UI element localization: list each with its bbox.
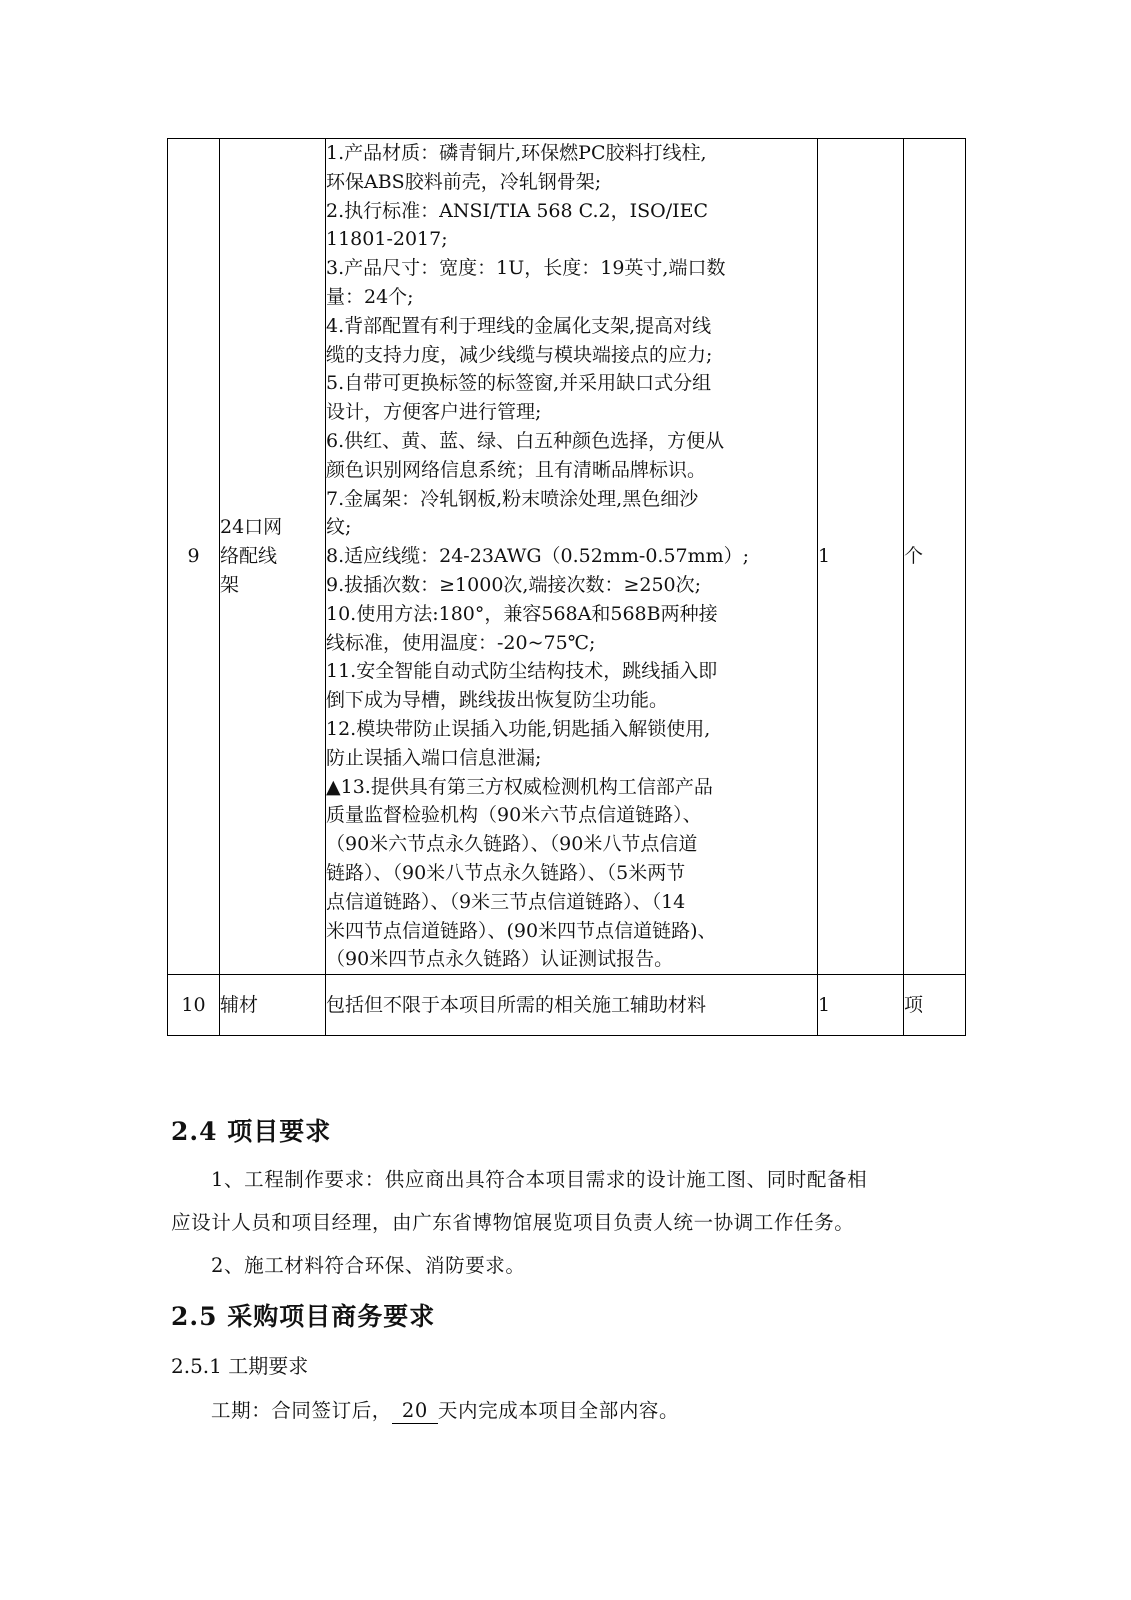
spec-line: 倒下成为导槽，跳线拔出恢复防尘功能。 — [326, 689, 669, 712]
item-number: 10 — [168, 975, 220, 1036]
item-number: 9 — [168, 139, 220, 975]
spec-line: 10.使用方法:180°，兼容568A和568B两种接 — [326, 602, 718, 625]
item-name-line: 架 — [220, 573, 240, 596]
spec-line: 设计，方便客户进行管理; — [326, 401, 542, 424]
spec-line: 8.适应线缆：24-23AWG（0.52mm-0.57mm）; — [326, 545, 750, 568]
paragraph-engineering-requirements — [171, 1158, 961, 1287]
spec-line: 量：24个; — [326, 285, 414, 308]
schedule-days: 20 — [392, 1399, 438, 1424]
spec-line: 缆的支持力度，减少线缆与模块端接点的应力; — [326, 343, 713, 366]
spec-line: 环保ABS胶料前壳，冷轧钢骨架; — [326, 170, 602, 193]
item-unit: 个 — [904, 139, 966, 975]
spec-line: 5.自带可更换标签的标签窗,并采用缺口式分组 — [326, 372, 712, 395]
spec-line: 4.背部配置有利于理线的金属化支架,提高对线 — [326, 314, 712, 337]
item-name — [220, 139, 326, 975]
item-specification — [326, 139, 818, 975]
spec-line: 11.安全智能自动式防尘结构技术，跳线插入即 — [326, 660, 718, 683]
spec-line: 点信道链路）、（9米三节点信道链路）、（14 — [326, 890, 686, 913]
paragraph-line: 1、工程制作要求：供应商出具符合本项目需求的设计施工图、同时配备相 — [211, 1168, 868, 1191]
paragraph-line: 应设计人员和项目经理，由广东省博物馆展览项目负责人统一协调工作任务。 — [171, 1211, 855, 1234]
spec-line: 7.金属架：冷轧钢板,粉末喷涂处理,黑色细沙 — [326, 487, 699, 510]
table-row — [168, 975, 966, 1036]
item-name-line: 24口网 — [220, 516, 283, 539]
schedule-prefix: 工期：合同签订后， — [211, 1399, 392, 1422]
subsection-heading-schedule: 2.5.1 工期要求 — [171, 1354, 309, 1378]
spec-line: 11801-2017; — [326, 228, 448, 251]
schedule-line — [171, 1389, 961, 1432]
spec-line: 1.产品材质：磷青铜片,环保燃PC胶料打线柱, — [326, 142, 707, 164]
table-row — [168, 139, 966, 975]
spec-line: 颜色识别网络信息系统；且有清晰品牌标识。 — [326, 458, 707, 481]
spec-line: ▲13.提供具有第三方权威检测机构工信部产品 — [326, 775, 713, 798]
schedule-suffix: 天内完成本项目全部内容。 — [437, 1399, 680, 1422]
spec-line: 纹; — [326, 516, 352, 539]
spec-line: 链路）、（90米八节点永久链路）、（5米两节 — [326, 861, 686, 884]
spec-line: 线标准，使用温度：-20~75℃; — [326, 631, 596, 654]
spec-line: 2.执行标准：ANSI/TIA 568 C.2，ISO/IEC — [326, 199, 709, 222]
item-specification: 包括但不限于本项目所需的相关施工辅助材料 — [326, 975, 818, 1036]
item-quantity: 1 — [818, 139, 904, 975]
paragraph-materials: 2、施工材料符合环保、消防要求。 — [211, 1254, 526, 1277]
spec-line: 防止误插入端口信息泄漏; — [326, 746, 542, 769]
spec-line: 6.供红、黄、蓝、绿、白五种颜色选择，方便从 — [326, 429, 725, 452]
spec-line: 9.拔插次数：≥1000次,端接次数：≥250次; — [326, 573, 702, 596]
item-quantity: 1 — [818, 975, 904, 1036]
item-name: 辅材 — [220, 975, 326, 1036]
spec-line: 米四节点信道链路）、(90米四节点信道链路)、 — [326, 919, 717, 942]
spec-line: 质量监督检验机构（90米六节点信道链路）、 — [326, 804, 702, 827]
spec-line: 12.模块带防止误插入功能,钥匙插入解锁使用, — [326, 717, 711, 740]
item-unit: 项 — [904, 975, 966, 1036]
spec-line: （90米四节点永久链路）认证测试报告。 — [326, 948, 674, 971]
section-heading-project-requirements: 2.4 项目要求 — [171, 1117, 332, 1146]
spec-line: （90米六节点永久链路）、（90米八节点信道 — [326, 833, 698, 856]
paragraph-schedule — [171, 1389, 961, 1432]
specification-table — [167, 138, 966, 1036]
spec-line: 3.产品尺寸：宽度：1U，长度：19英寸,端口数 — [326, 257, 726, 280]
item-name-line: 络配线 — [220, 545, 278, 568]
section-heading-business-requirements: 2.5 采购项目商务要求 — [171, 1302, 436, 1331]
